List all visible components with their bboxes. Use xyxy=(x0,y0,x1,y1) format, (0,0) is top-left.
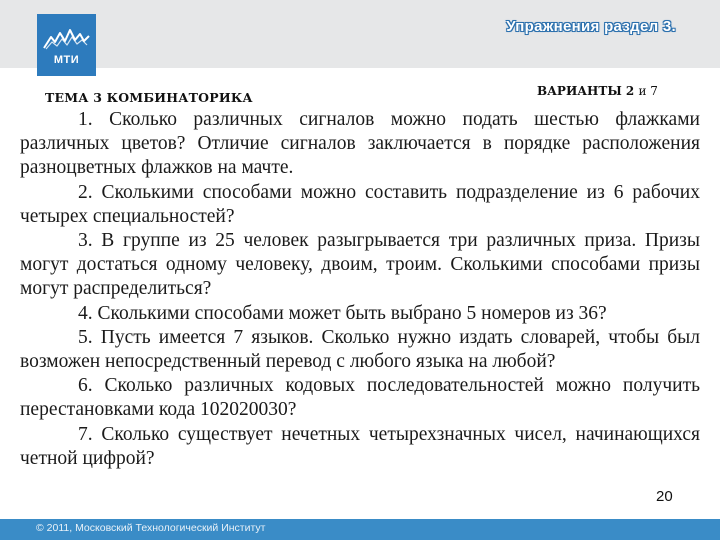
mountains-icon xyxy=(43,28,90,50)
page-number: 20 xyxy=(656,488,673,505)
exercise-item: 6. Сколько различных кодовых последовательностей можно получить перестановками кода 102020030? xyxy=(20,375,700,421)
variants-text: ВАРИАНТЫ 2 xyxy=(537,84,635,98)
section-title: Упражнения раздел 3. xyxy=(506,18,676,35)
exercise-item: 1. Сколько различных сигналов можно подать шестью флажками различных цветов? Отличие сигналов заключается в порядке расположения разноцветных флажков на мачте. xyxy=(20,109,700,179)
exercise-list xyxy=(20,108,700,471)
exercise-item: 3. В группе из 25 человек разыгрывается три различных приза. Призы могут достаться одному человеку, двоим, троим. Сколькими способами призы могут распределиться? xyxy=(20,230,700,300)
variants-label xyxy=(537,84,658,98)
exercise-item: 4. Сколькими способами может быть выбрано 5 номеров из 36? xyxy=(78,302,607,324)
footer-bar xyxy=(0,519,720,540)
topic-heading: ТЕМА 3 КОМБИНАТОРИКА xyxy=(45,90,253,105)
exercise-item: 5. Пусть имеется 7 языков. Сколько нужно издать словарей, чтобы был возможен непосредственный перевод с любого языка на любой? xyxy=(20,326,700,373)
exercise-item: 7. Сколько существует нечетных четырехзначных чисел, начинающихся четной цифрой? xyxy=(20,423,700,469)
logo-text: МТИ xyxy=(53,54,80,66)
variants-and: и 7 xyxy=(638,84,658,98)
copyright-text: © 2011, Московский Технологический Институт xyxy=(36,522,266,534)
exercise-item: 2. Сколькими способами можно составить подразделение из 6 рабочих четырех специальностей? xyxy=(20,181,700,227)
mti-logo xyxy=(37,14,96,76)
